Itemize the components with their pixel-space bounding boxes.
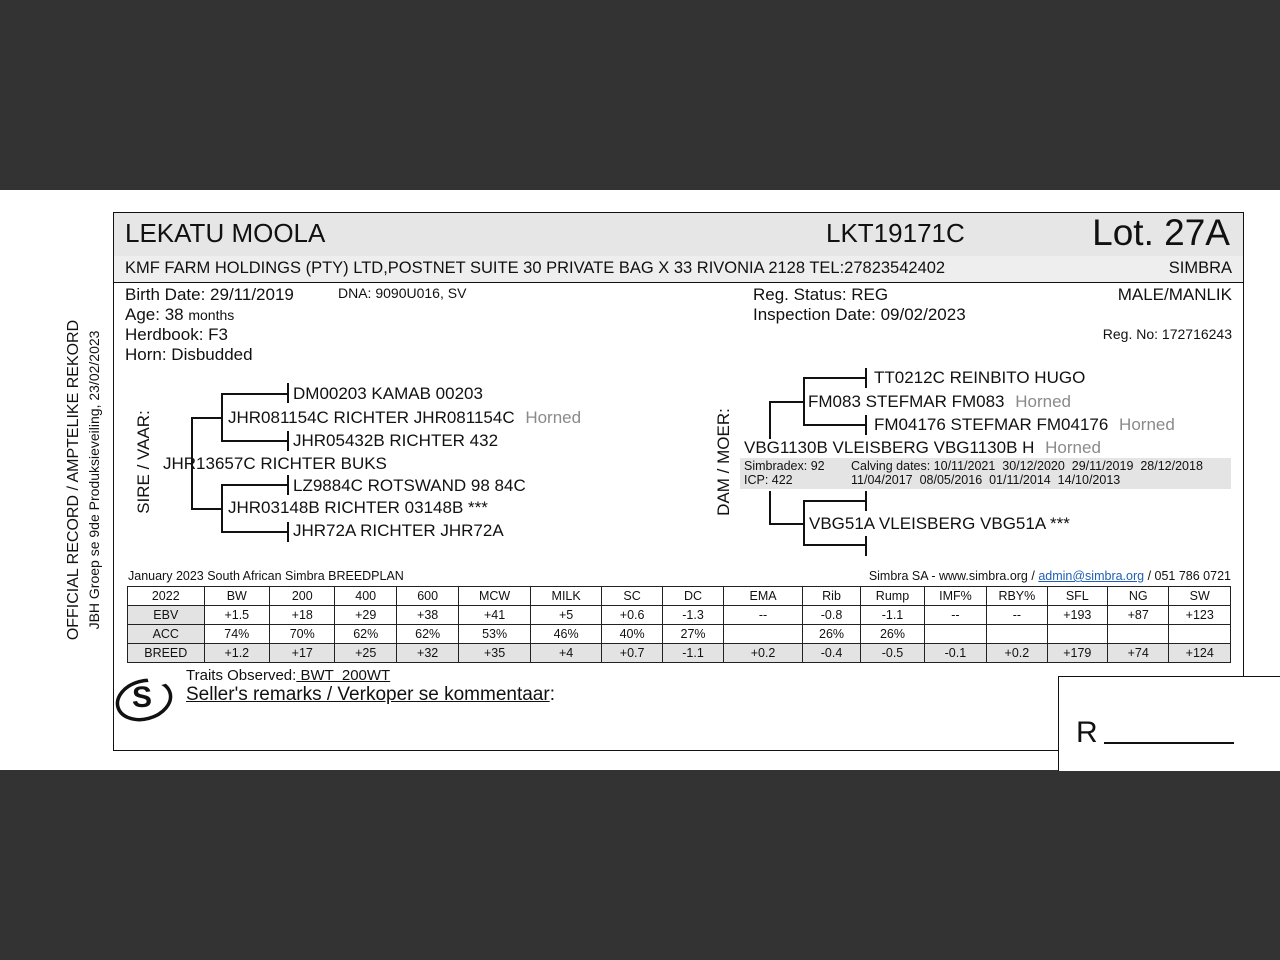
sire-father	[228, 408, 581, 428]
ebv-header-cell: 600	[396, 587, 458, 606]
dam-name	[744, 438, 1101, 458]
dam-tree-line	[803, 500, 805, 546]
contact-phone: / 051 786 0721	[1147, 569, 1231, 583]
ebv-header-cell: NG	[1108, 587, 1169, 606]
ebv-header-cell: BW	[204, 587, 269, 606]
ebv-header-cell: SW	[1169, 587, 1231, 606]
dam-tree-line	[769, 523, 803, 525]
reg-status: Reg. Status: REG	[753, 285, 889, 304]
ebv-cell: +35	[459, 644, 531, 663]
traits-observed	[186, 667, 390, 684]
ebv-header-cell: 200	[270, 587, 335, 606]
ebv-cell: -0.4	[802, 644, 860, 663]
dam-tree-line	[803, 377, 865, 379]
sire-tree-line	[191, 508, 221, 510]
sire-name: JHR13657C RICHTER BUKS	[163, 454, 387, 473]
sire-mother: JHR03148B RICHTER 03148B ***	[228, 498, 488, 517]
ebv-cell: +0.2	[987, 644, 1047, 663]
seller-remarks-label: Seller's remarks / Verkoper se kommentaar	[186, 684, 550, 705]
sire-tree-line	[221, 531, 287, 533]
sire-tree-line	[221, 484, 287, 486]
ebv-header-cell: RBY%	[987, 587, 1047, 606]
dam-father-dam-name: FM04176 STEFMAR FM04176	[874, 415, 1109, 434]
ebv-cell: --	[924, 606, 986, 625]
ebv-cell: 62%	[396, 625, 458, 644]
ebv-cell: +124	[1169, 644, 1231, 663]
breedplan-caption: January 2023 South African Simbra BREEDPLAN	[128, 569, 404, 583]
dam-mother: VBG51A VLEISBERG VBG51A ***	[809, 514, 1070, 533]
sire-tree-line	[221, 393, 223, 441]
animal-name: LEKATU MOOLA	[125, 218, 326, 248]
sire-tree-line	[221, 393, 287, 395]
birth-date: Birth Date: 29/11/2019	[125, 285, 294, 304]
sex-label: MALE/MANLIK	[1117, 285, 1232, 304]
traits-value: BWT 200WT	[296, 667, 391, 684]
ebv-cell: +17	[270, 644, 335, 663]
sire-tree-line	[287, 475, 289, 495]
herdbook: Herdbook: F3	[125, 325, 228, 344]
ebv-cell: +193	[1047, 606, 1107, 625]
dam-tree-line	[865, 491, 867, 511]
ebv-cell	[1047, 625, 1107, 644]
dam-name-text: VBG1130B VLEISBERG VBG1130B H	[744, 438, 1035, 457]
dam-tree-line	[865, 415, 867, 435]
ebv-cell	[1169, 625, 1231, 644]
contact-email-link[interactable]: admin@simbra.org	[1038, 569, 1145, 583]
ebv-cell: +1.2	[204, 644, 269, 663]
ebv-header-row	[128, 587, 1231, 606]
ebv-cell: -0.1	[924, 644, 986, 663]
dam-father-dam-horn: Horned	[1119, 415, 1175, 434]
traits-label: Traits Observed:	[186, 667, 297, 684]
ebv-header-cell: EMA	[724, 587, 803, 606]
ebv-cell: 26%	[802, 625, 860, 644]
ebv-cell: -0.5	[861, 644, 924, 663]
dam-label: DAM / MOER:	[714, 408, 733, 516]
ebv-header-cell: Rump	[861, 587, 924, 606]
simbra-logo	[113, 676, 175, 724]
ebv-cell: -1.1	[662, 644, 723, 663]
ebv-cell: --	[987, 606, 1047, 625]
sire-tree-line	[287, 431, 289, 451]
ebv-cell: 46%	[530, 625, 602, 644]
ebv-cell: +1.5	[204, 606, 269, 625]
ebv-cell: 40%	[602, 625, 662, 644]
ebv-cell: +87	[1108, 606, 1169, 625]
ebv-cell: -0.8	[802, 606, 860, 625]
sire-tree-line	[221, 440, 287, 442]
dam-father-sire: TT0212C REINBITO HUGO	[874, 368, 1086, 387]
sire-mother-sire: LZ9884C ROTSWAND 98 84C	[293, 476, 526, 495]
dam-father-name: FM083 STEFMAR FM083	[808, 392, 1005, 411]
breedplan-contact	[869, 569, 1231, 583]
dam-tree-line	[803, 424, 865, 426]
ebv-cell	[987, 625, 1047, 644]
price-field[interactable]	[1104, 742, 1234, 744]
ebv-header-cell: DC	[662, 587, 723, 606]
sire-tree-line	[221, 484, 223, 532]
ebv-cell: +18	[270, 606, 335, 625]
dam-tree-line	[803, 500, 865, 502]
official-record-label: OFFICIAL RECORD / AMPTELIKE REKORD	[65, 319, 82, 641]
ebv-header-cell: MILK	[530, 587, 602, 606]
ebv-row	[128, 625, 1231, 644]
ebv-cell: +5	[530, 606, 602, 625]
ebv-cell: +179	[1047, 644, 1107, 663]
ebv-cell	[1108, 625, 1169, 644]
ebv-cell: +38	[396, 606, 458, 625]
breed-label: SIMBRA	[1168, 259, 1232, 277]
age	[125, 305, 234, 325]
age-value: Age: 38	[125, 305, 184, 324]
ebv-table	[127, 586, 1231, 663]
dam-tree-line	[769, 401, 803, 403]
ebv-cell: +32	[396, 644, 458, 663]
ebv-header-cell: Rib	[802, 587, 860, 606]
dam-tree-line	[769, 401, 771, 439]
sire-father-horn: Horned	[525, 408, 582, 427]
ebv-header-cell: SFL	[1047, 587, 1107, 606]
dna-info: DNA: 9090U016, SV	[338, 285, 467, 301]
icp: ICP: 422	[744, 473, 793, 487]
ebv-row	[128, 606, 1231, 625]
ebv-cell: -1.1	[861, 606, 924, 625]
sire-father-dam: JHR05432B RICHTER 432	[293, 431, 499, 450]
dam-tree-line	[865, 536, 867, 556]
seller-remarks	[186, 684, 555, 706]
ebv-cell: --	[724, 606, 803, 625]
reg-number: Reg. No: 172716243	[1102, 326, 1232, 342]
ebv-cell: +0.7	[602, 644, 662, 663]
ebv-cell: +4	[530, 644, 602, 663]
sire-father-name: JHR081154C RICHTER JHR081154C	[228, 408, 515, 427]
ebv-row-label: BREED	[128, 644, 205, 663]
simbradex: Simbradex: 92	[744, 459, 825, 473]
sire-tree-line	[191, 417, 221, 419]
registration-code: LKT19171C	[826, 218, 965, 248]
ebv-cell: 26%	[861, 625, 924, 644]
ebv-cell: +123	[1169, 606, 1231, 625]
ebv-cell: 27%	[662, 625, 723, 644]
ebv-cell: 70%	[270, 625, 335, 644]
ebv-header-cell: SC	[602, 587, 662, 606]
calving-dates-line1: Calving dates: 10/11/2021 30/12/2020 29/11/2019 28/12/2018	[851, 459, 1203, 473]
calving-dates-line2: 11/04/2017 08/05/2016 01/11/2014 14/10/2013	[851, 473, 1121, 487]
ebv-header-cell: MCW	[459, 587, 531, 606]
sire-label: SIRE / VAAR:	[134, 410, 153, 514]
ebv-header-cell: 2022	[128, 587, 205, 606]
seller-remarks-colon: :	[549, 684, 555, 705]
contact-website: Simbra SA - www.simbra.org /	[868, 569, 1035, 583]
dam-father-horn: Horned	[1015, 392, 1071, 411]
ebv-cell: +0.2	[724, 644, 803, 663]
dam-tree-line	[803, 377, 805, 425]
ebv-cell	[724, 625, 803, 644]
ebv-header-cell: IMF%	[924, 587, 986, 606]
sire-father-sire: DM00203 KAMAB 00203	[293, 384, 483, 403]
dam-father	[808, 392, 1071, 412]
ebv-cell: +74	[1108, 644, 1169, 663]
sire-tree-line	[287, 383, 289, 403]
auction-info-label: JBH Groep se 9de Produksieveiling, 23/02/2023	[86, 330, 102, 630]
ebv-cell: +29	[335, 606, 396, 625]
ebv-cell: +0.6	[602, 606, 662, 625]
simbra-logo-letter: S	[132, 681, 153, 714]
ebv-cell: 62%	[335, 625, 396, 644]
sire-mother-dam: JHR72A RICHTER JHR72A	[293, 521, 504, 540]
dam-tree-line	[769, 491, 771, 525]
ebv-row-label: ACC	[128, 625, 205, 644]
owner-address: KMF FARM HOLDINGS (PTY) LTD,POSTNET SUITE 30 PRIVATE BAG X 33 RIVONIA 2128 TEL:27823542402	[125, 259, 946, 277]
ebv-cell: -1.3	[662, 606, 723, 625]
ebv-cell: 53%	[459, 625, 531, 644]
inspection-date: Inspection Date: 09/02/2023	[753, 305, 966, 324]
lot-number: Lot. 27A	[1092, 212, 1230, 253]
ebv-header-cell: 400	[335, 587, 396, 606]
age-unit: months	[188, 307, 235, 323]
horn-status: Horn: Disbudded	[125, 345, 253, 364]
ebv-row	[128, 644, 1231, 663]
ebv-cell: +41	[459, 606, 531, 625]
ebv-cell: 74%	[204, 625, 269, 644]
dam-father-dam	[874, 415, 1175, 435]
dam-horn: Horned	[1045, 438, 1101, 457]
dam-tree-line	[865, 368, 867, 388]
ebv-cell: +25	[335, 644, 396, 663]
ebv-cell	[924, 625, 986, 644]
price-label: R	[1076, 716, 1098, 749]
dam-tree-line	[803, 544, 865, 546]
ebv-row-label: EBV	[128, 606, 205, 625]
sire-tree-line	[287, 522, 289, 542]
